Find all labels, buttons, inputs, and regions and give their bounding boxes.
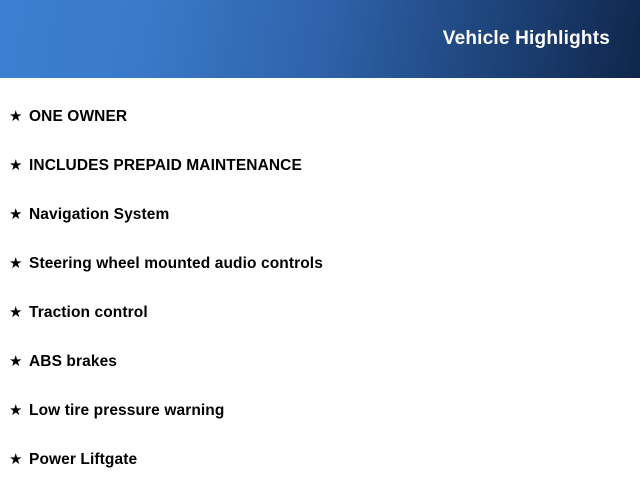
highlight-label: Power Liftgate bbox=[29, 450, 138, 468]
star-icon: ★ bbox=[9, 157, 23, 174]
star-icon: ★ bbox=[9, 402, 23, 419]
highlight-label: Steering wheel mounted audio controls bbox=[29, 254, 323, 272]
star-icon: ★ bbox=[9, 108, 23, 125]
highlight-label: Low tire pressure warning bbox=[29, 401, 225, 419]
list-item bbox=[0, 435, 640, 484]
star-icon: ★ bbox=[9, 255, 23, 272]
star-icon: ★ bbox=[9, 353, 23, 370]
list-item bbox=[0, 239, 640, 288]
highlight-label: ABS brakes bbox=[29, 352, 118, 370]
list-item bbox=[0, 386, 640, 435]
list-item bbox=[0, 92, 640, 141]
page-header bbox=[0, 0, 640, 78]
star-icon: ★ bbox=[9, 206, 23, 223]
highlight-label: Navigation System bbox=[29, 205, 170, 223]
star-icon: ★ bbox=[9, 451, 23, 468]
list-item bbox=[0, 141, 640, 190]
highlight-label: Traction control bbox=[29, 303, 148, 321]
highlight-label: INCLUDES PREPAID MAINTENANCE bbox=[29, 156, 302, 174]
page-title: Vehicle Highlights bbox=[442, 28, 610, 49]
highlights-list bbox=[0, 78, 640, 484]
list-item bbox=[0, 337, 640, 386]
list-item bbox=[0, 288, 640, 337]
highlight-label: ONE OWNER bbox=[29, 107, 128, 125]
star-icon: ★ bbox=[9, 304, 23, 321]
list-item bbox=[0, 190, 640, 239]
